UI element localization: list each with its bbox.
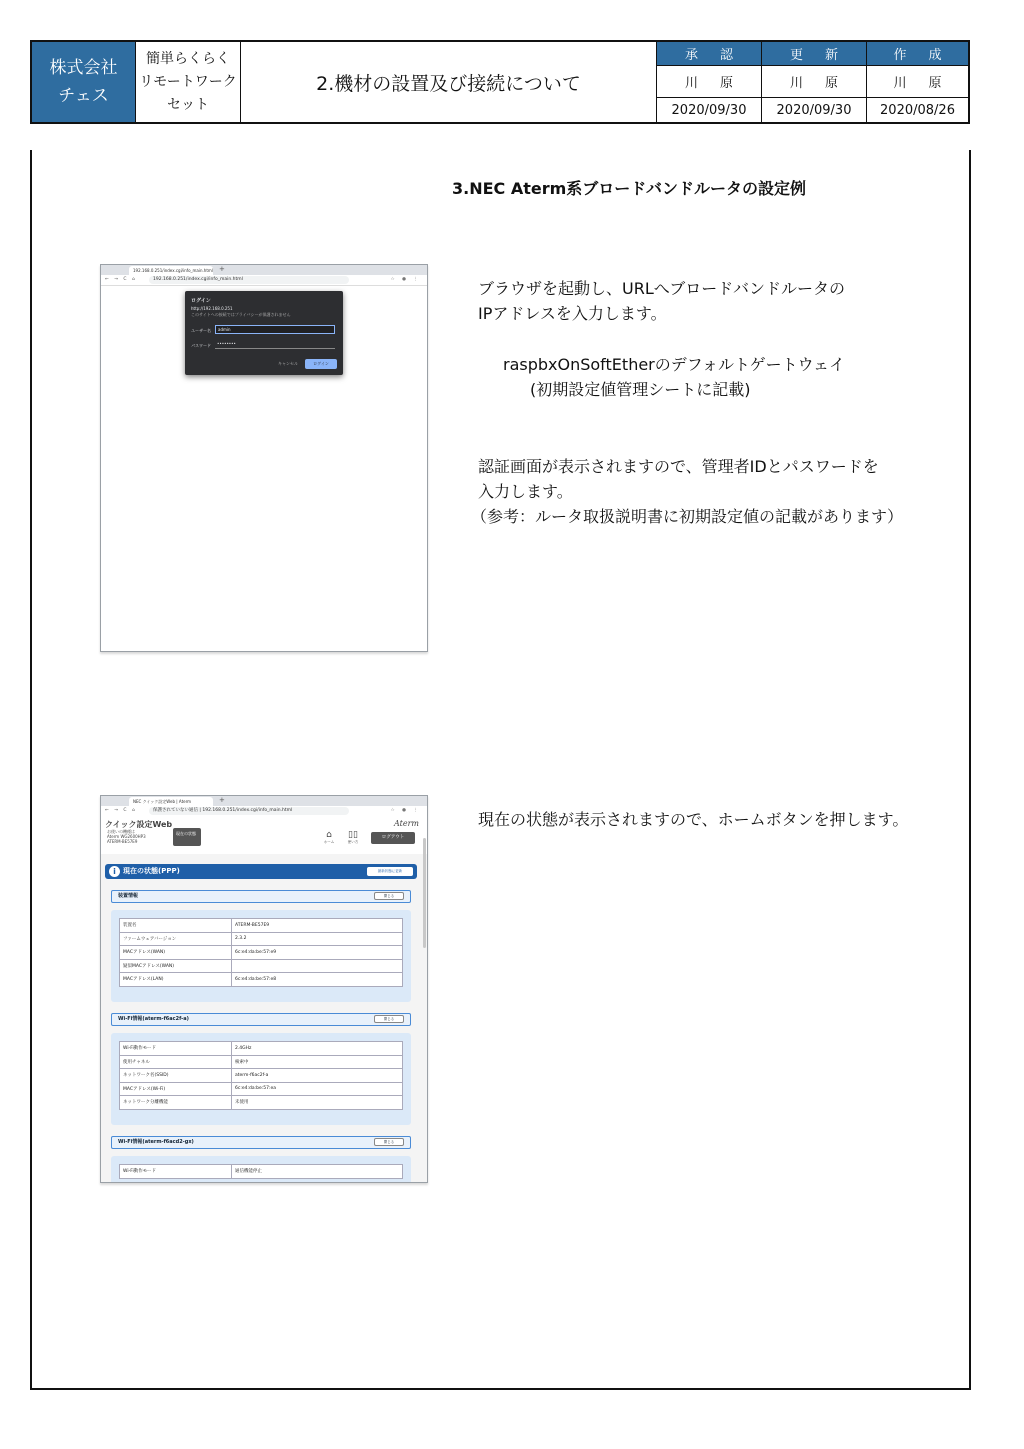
row-value: aterm-f6ac2f-a <box>232 1069 403 1083</box>
approval-date-3: 2020/08/26 <box>880 102 955 118</box>
login-button: ログイン <box>305 359 337 369</box>
status-title-bar <box>105 864 417 879</box>
manual-label: 使い方 <box>347 840 359 844</box>
approval-role-2: 更新 <box>762 42 867 66</box>
approval-name-2: 川原 <box>762 66 867 98</box>
nav-buttons-icon: ← → C ⌂ <box>105 277 137 282</box>
wifi-info-title-1: Wi-Fi情報(aterm-f6ac2f-a) <box>118 1016 189 1022</box>
section-title: 3.NEC Aterm系ブロードバンドルータの設定例 <box>452 179 806 198</box>
row-value: 通信機能停止 <box>232 1165 403 1179</box>
row-value: 6c:e4:da:be:57:ea <box>232 1082 403 1096</box>
table-row <box>120 1069 403 1083</box>
product-line3: セット <box>166 96 209 113</box>
row-value: 2.3.2 <box>232 932 403 946</box>
wifi-info-header-2 <box>111 1136 411 1149</box>
device-info-table <box>119 918 403 987</box>
step1-auth2: 入力します。 <box>478 482 573 501</box>
new-tab-icon: + <box>219 265 225 273</box>
wifi-info-title-2: Wi-Fi情報(aterm-f6acd2-gx) <box>118 1139 194 1145</box>
row-key: ファームウェアバージョン <box>120 932 232 946</box>
address-bar: 保護されていない通信 | 192.168.0.251/index.cgi/info_main.html <box>149 807 349 815</box>
login-dialog <box>185 291 343 375</box>
product-line1: 簡単らくらく <box>145 50 230 67</box>
document-header <box>30 40 970 124</box>
browser-toolbar <box>101 275 427 286</box>
company-line2: チェス <box>58 86 109 106</box>
row-key: Wi-Fi動作モード <box>120 1165 232 1179</box>
password-field: •••••••• <box>215 340 335 349</box>
screenshot-aterm-status <box>100 795 428 1183</box>
wifi-info-table-2 <box>119 1164 403 1179</box>
refresh-button: 最新状態に更新 <box>367 867 413 876</box>
address-bar: 192.168.0.251/index.cgi/info_main.html <box>149 276 349 284</box>
browser-tabbar <box>101 796 427 806</box>
nav-buttons-icon: ← → C ⌂ <box>105 808 137 813</box>
device-info-header <box>111 890 411 903</box>
cancel-button: キャンセル <box>278 361 298 366</box>
model-line2: Aterm WG2600HP3 <box>107 834 146 839</box>
wifi-info-box-1 <box>111 1033 411 1125</box>
username-field: admin <box>215 325 335 334</box>
device-info-title: 装置情報 <box>118 893 139 899</box>
row-key: MACアドレス(LAN) <box>120 973 232 987</box>
row-key: MACアドレス(WAN) <box>120 946 232 960</box>
step1-note2: (初期設定値管理シートに記載) <box>530 380 751 399</box>
password-label: パスワード <box>191 343 211 348</box>
extensions-icon: ☆ ● ⋮ <box>390 277 421 282</box>
step1-auth1: 認証画面が表示されますので、管理者IDとパスワードを <box>478 457 879 476</box>
approval-role-3: 作成 <box>867 42 968 66</box>
home-label: ホーム <box>323 840 335 844</box>
row-key: 装置名 <box>120 919 232 933</box>
aterm-header <box>101 816 427 854</box>
company-name <box>32 42 136 122</box>
step1-auth3: （参考：ルータ取扱説明書に初期設定値の記載があります） <box>471 507 904 526</box>
row-key: 疑似MACアドレス(WAN) <box>120 959 232 973</box>
table-row <box>120 973 403 987</box>
browser-tabbar <box>101 265 427 275</box>
product-name <box>136 42 241 122</box>
collapse-button: 閉じる <box>374 1015 404 1023</box>
row-value: 6c:e4:da:be:57:e8 <box>232 973 403 987</box>
extensions-icon: ☆ ● ⋮ <box>390 808 421 813</box>
model-line1: お使いの機種は <box>107 829 135 834</box>
aterm-brand: Aterm <box>394 819 419 828</box>
dialog-message: このサイトへの接続ではプライバシーが保護されません <box>191 312 291 317</box>
scrollbar <box>423 838 426 948</box>
row-key: MACアドレス(Wi-Fi) <box>120 1082 232 1096</box>
book-icon: ▯▯ <box>348 830 358 840</box>
row-value: ATERM-BE57E9 <box>232 919 403 933</box>
collapse-button: 閉じる <box>374 892 404 900</box>
row-value <box>232 959 403 973</box>
row-key: ネットワーク名(SSID) <box>120 1069 232 1083</box>
table-row <box>120 959 403 973</box>
row-value: 2.4GHz <box>232 1042 403 1056</box>
collapse-button: 閉じる <box>374 1138 404 1146</box>
step1-line2: IPアドレスを入力します。 <box>478 304 667 323</box>
wifi-info-box-2 <box>111 1156 411 1183</box>
table-row <box>120 1096 403 1110</box>
product-line2: リモートワーク <box>139 73 237 90</box>
device-info-box <box>111 910 411 1002</box>
approval-date-1: 2020/09/30 <box>657 98 762 122</box>
home-icon: ⌂ <box>326 830 332 840</box>
table-row <box>120 919 403 933</box>
manual-button <box>345 830 361 845</box>
model-line3: ATERM-BE57E9 <box>107 839 138 844</box>
new-tab-icon: + <box>219 796 225 804</box>
row-value: 検索中 <box>232 1055 403 1069</box>
screenshot-login <box>100 264 428 652</box>
row-value: 6c:e4:da:be:57:e9 <box>232 946 403 960</box>
aterm-page <box>101 816 427 1182</box>
table-row <box>120 946 403 960</box>
dialog-url: http://192.168.0.251 <box>191 306 233 311</box>
dialog-title: ログイン <box>191 298 211 304</box>
aterm-logo: クイック設定Web <box>105 820 173 829</box>
step2-line1: 現在の状態が表示されますので、ホームボタンを押します。 <box>478 810 909 829</box>
approval-name-1: 川原 <box>657 66 762 98</box>
table-row <box>120 932 403 946</box>
step1-line1: ブラウザを起動し、URLへブロードバンドルータの <box>478 279 845 298</box>
row-key: Wi-Fi動作モード <box>120 1042 232 1056</box>
current-state-button: 現在の状態 <box>173 828 201 846</box>
row-value: 未使用 <box>232 1096 403 1110</box>
approval-date-2: 2020/09/30 <box>762 98 867 122</box>
document-title: 2.機材の設置及び接続について <box>241 42 657 122</box>
company-line1: 株式会社 <box>49 58 118 78</box>
table-row <box>120 1165 403 1179</box>
approval-name-3: 川原 <box>867 66 968 98</box>
row-key: 使用チャネル <box>120 1055 232 1069</box>
table-row <box>120 1082 403 1096</box>
info-icon: i <box>109 866 120 877</box>
approval-role-1: 承認 <box>657 42 762 66</box>
table-row <box>120 1055 403 1069</box>
row-key: ネットワーク分離機能 <box>120 1096 232 1110</box>
browser-tab: 192.168.0.251/index.cgi/info_main.html <box>129 266 213 275</box>
username-label: ユーザー名 <box>191 328 211 333</box>
home-button <box>321 830 337 845</box>
step1-note1: raspbxOnSoftEtherのデフォルトゲートウェイ <box>503 355 845 374</box>
logout-button: ログアウト <box>371 832 415 844</box>
aterm-model <box>107 829 146 844</box>
table-row <box>120 1042 403 1056</box>
status-title: 現在の状態(PPP) <box>123 867 180 875</box>
wifi-info-table-1 <box>119 1041 403 1110</box>
browser-tab: NEC クイック設定Web | Aterm <box>129 797 213 806</box>
wifi-info-header-1 <box>111 1013 411 1026</box>
